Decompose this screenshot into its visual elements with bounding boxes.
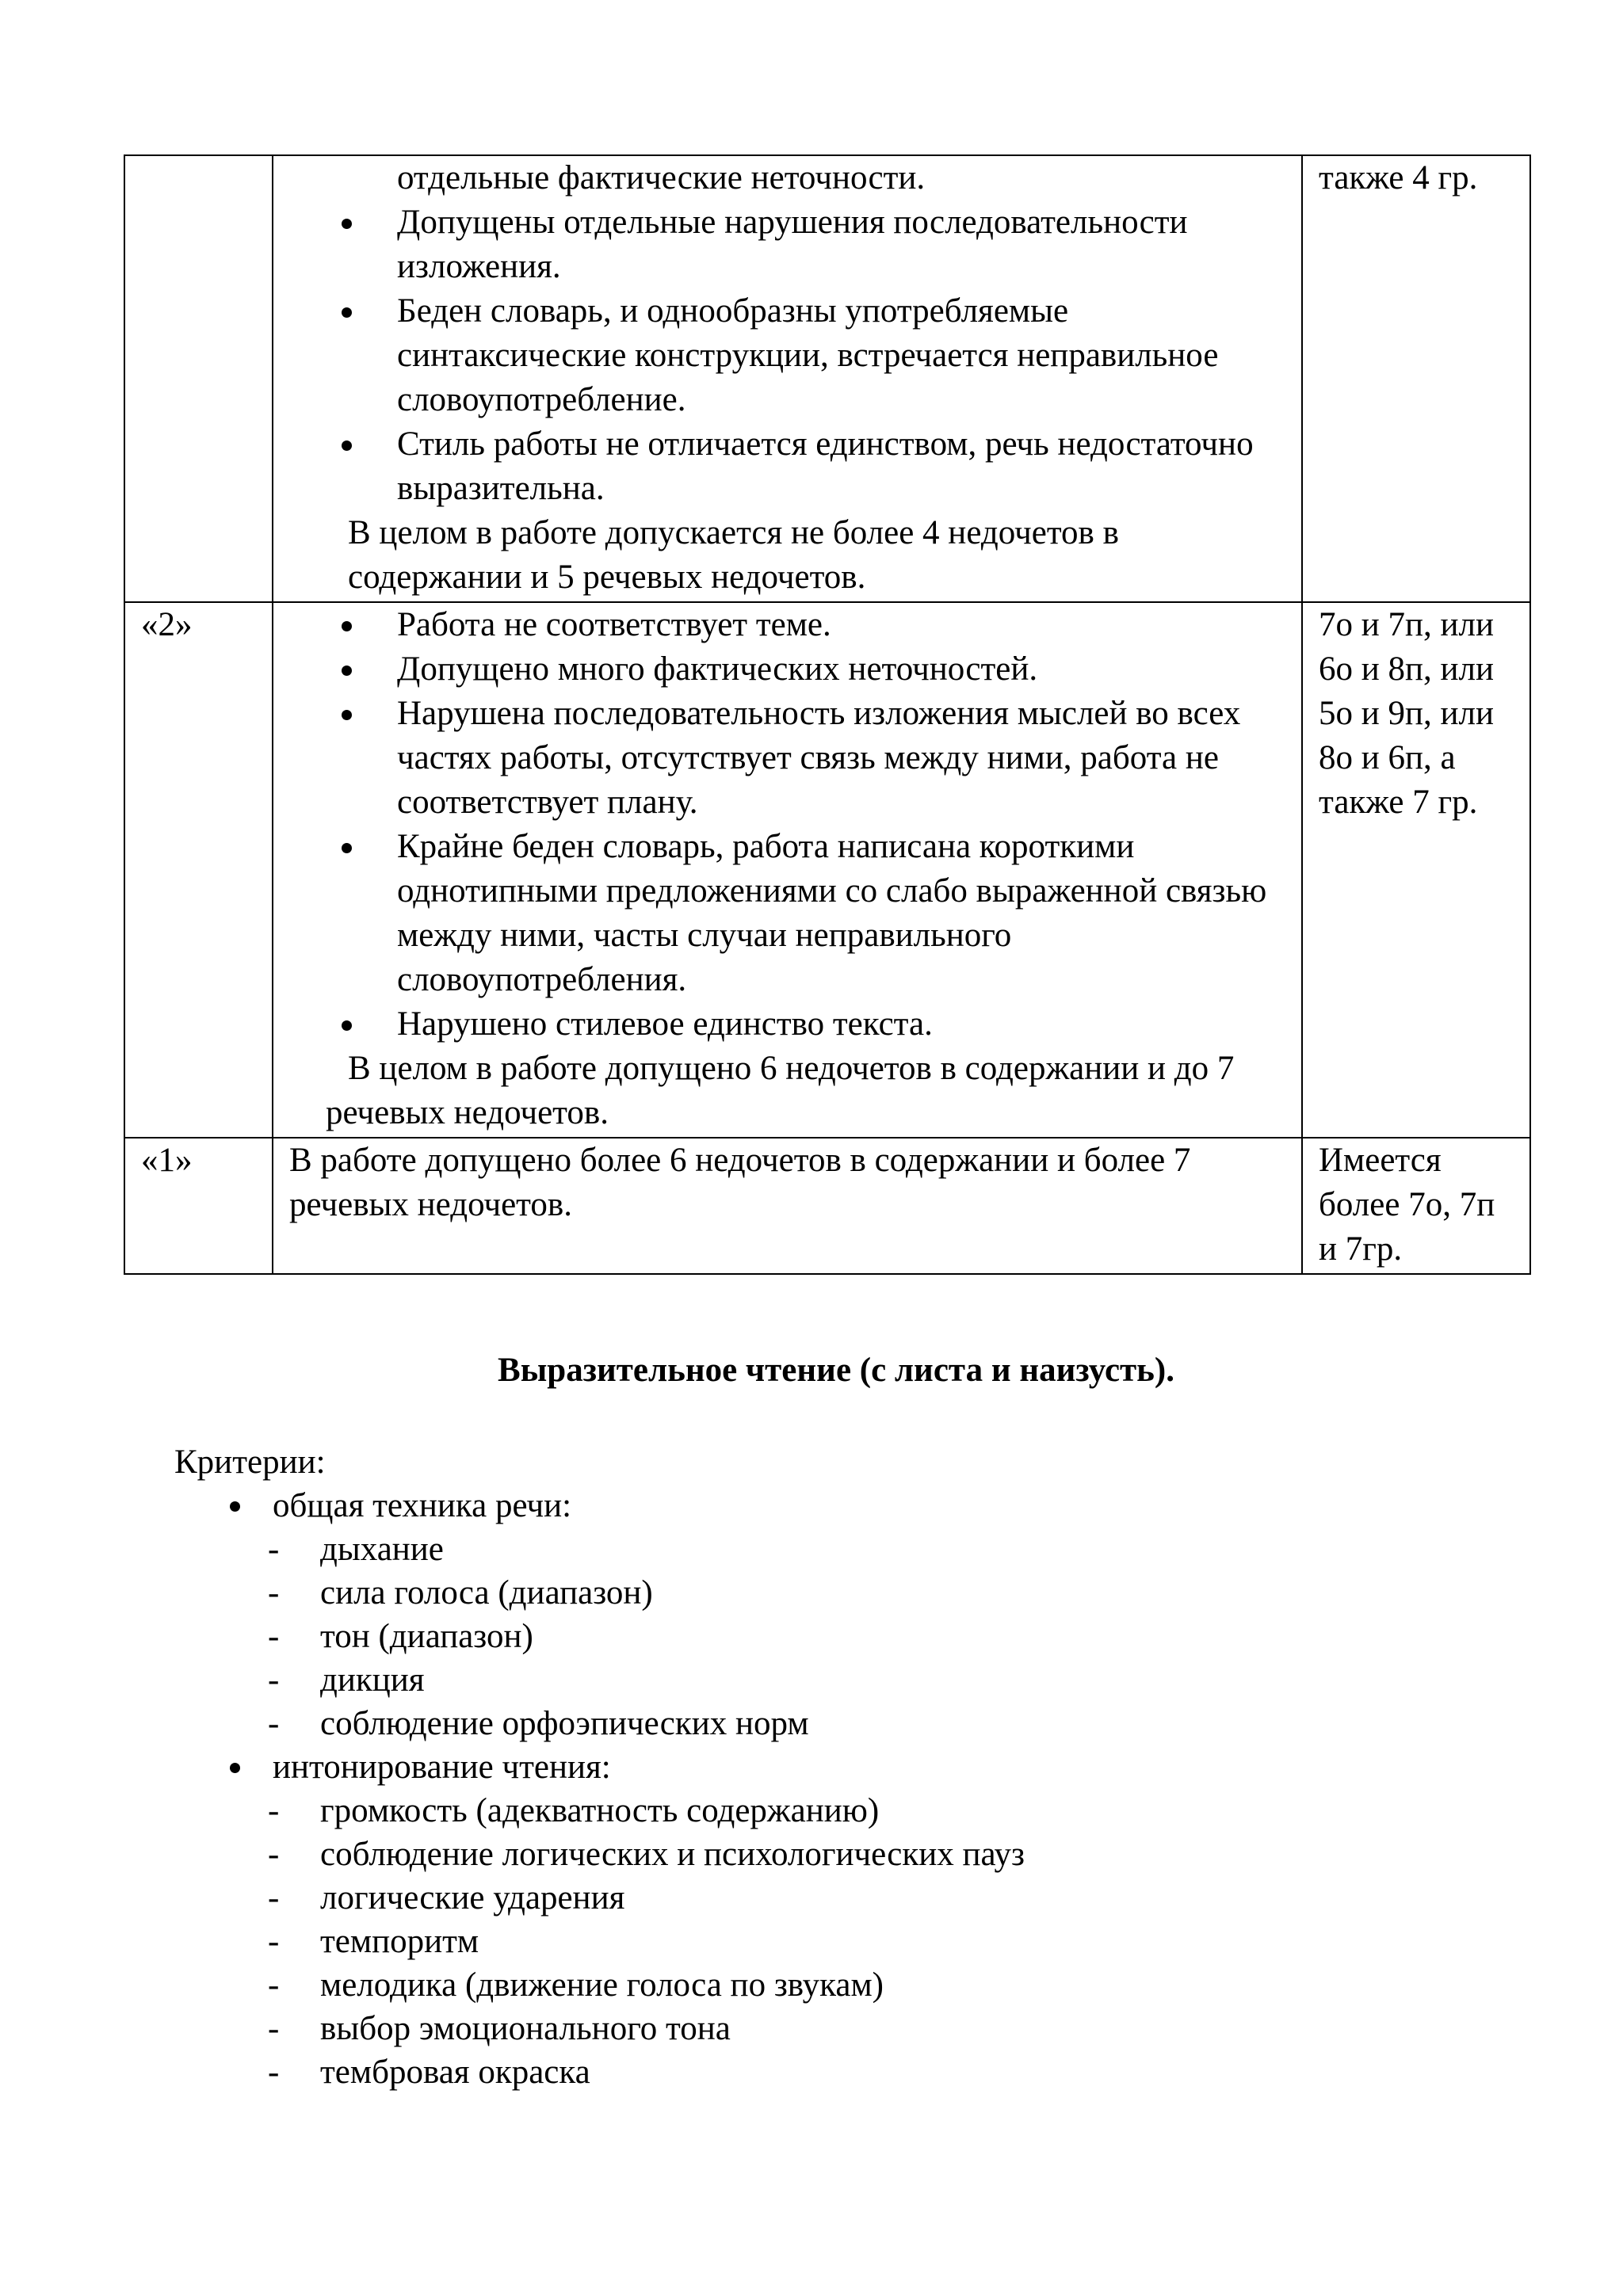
criteria-label: Критерии: [174, 1444, 326, 1481]
list-item: Нарушено стилевое единство текста. [289, 1002, 1292, 1047]
bullet-icon [342, 621, 352, 631]
description-cell [273, 155, 1302, 602]
dash-marker: - [268, 1836, 280, 1873]
list-item: Нарушена последовательность изложения мыслей во всех частях работы, отсутствует связь между ними, работа не соответствует плану. [289, 692, 1292, 825]
summary-text: В целом в работе допущено 6 недочетов в содержании и до 7 речевых недочетов. [326, 1050, 1235, 1131]
dash-marker: - [268, 2054, 280, 2091]
table-row [124, 1138, 1530, 1274]
grade-cell: «1» [124, 1138, 273, 1274]
dash-marker: - [268, 1966, 280, 2004]
list-item: Стиль работы не отличается единством, речь недостаточно выразительна. [289, 422, 1292, 511]
dash-marker: - [268, 1923, 280, 1960]
list-item: - логические ударения [174, 1876, 1025, 1920]
list-item: - выбор эмоционального тона [174, 2007, 1025, 2050]
errors-cell: Имеется более 7о, 7п и 7гр. [1302, 1138, 1530, 1274]
dash-marker: - [268, 1661, 280, 1699]
list-item: - дыхание [174, 1527, 1025, 1571]
bullet-icon [342, 1020, 352, 1031]
bullet-icon [342, 307, 352, 318]
bullet-icon [342, 710, 352, 720]
dash-marker: - [268, 1792, 280, 1829]
list-item: - темпоритм [174, 1920, 1025, 1963]
list-item: - громкость (адекватность содержанию) [174, 1789, 1025, 1833]
description-text: отдельные фактические неточности. [397, 159, 926, 196]
table-row [124, 155, 1530, 602]
list-item: - дикция [174, 1658, 1025, 1702]
criteria-section [174, 1440, 1025, 2094]
summary-text: В работе допущено более 6 недочетов в содержании и более 7 речевых недочетов. [289, 1142, 1191, 1223]
bullet-icon [230, 1501, 240, 1512]
dash-marker: - [268, 1618, 280, 1655]
group-title: интонирование чтения: [273, 1749, 611, 1786]
sub-list [174, 1527, 1025, 1745]
table-row [124, 602, 1530, 1138]
list-item: Крайне беден словарь, работа написана короткими однотипными предложениями со слабо выраженной связью между ними, часты случаи неправильного словоупотребления. [289, 825, 1292, 1002]
list-item: - тембровая окраска [174, 2050, 1025, 2094]
errors-cell: 7о и 7п, или 6о и 8п, или 5о и 9п, или 8о и 6п, а также 7 гр. [1302, 602, 1530, 1138]
list-item: - тон (диапазон) [174, 1615, 1025, 1658]
list-item: Работа не соответствует теме. [289, 603, 1292, 647]
list-item: - сила голоса (диапазон) [174, 1571, 1025, 1615]
criteria-group [174, 1745, 1025, 1789]
bullet-icon [342, 219, 352, 229]
sub-list [174, 1789, 1025, 2094]
summary-text: В целом в работе допускается не более 4 недочетов в содержании и 5 речевых недочетов. [348, 514, 1119, 596]
criteria-group [174, 1484, 1025, 1527]
dash-marker: - [268, 1574, 280, 1611]
dash-marker: - [268, 1531, 280, 1568]
dash-marker: - [268, 2010, 280, 2047]
list-item: - мелодика (движение голоса по звукам) [174, 1963, 1025, 2007]
errors-cell: также 4 гр. [1302, 155, 1530, 602]
description-cell [273, 602, 1302, 1138]
dash-marker: - [268, 1879, 280, 1917]
criteria-list [289, 603, 1292, 1047]
list-item: Беден словарь, и однообразны употребляемые синтаксические конструкции, встречается неправильное словоупотребление. [289, 289, 1292, 422]
group-title: общая техника речи: [273, 1487, 572, 1524]
grade-cell: «2» [124, 602, 273, 1138]
bullet-icon [230, 1763, 240, 1773]
section-heading: Выразительное чтение (с листа и наизусть). [498, 1352, 1174, 1389]
list-item: Допущено много фактических неточностей. [289, 647, 1292, 692]
bullet-icon [342, 843, 352, 853]
description-cell [273, 1138, 1302, 1274]
criteria-list [289, 200, 1292, 511]
grading-table [124, 154, 1531, 1275]
list-item: - соблюдение орфоэпических норм [174, 1702, 1025, 1745]
dash-marker: - [268, 1705, 280, 1742]
list-item: Допущены отдельные нарушения последовательности изложения. [289, 200, 1292, 289]
list-item: - соблюдение логических и психологических пауз [174, 1833, 1025, 1876]
bullet-icon [342, 441, 352, 451]
grade-cell [124, 155, 273, 602]
bullet-icon [342, 666, 352, 676]
